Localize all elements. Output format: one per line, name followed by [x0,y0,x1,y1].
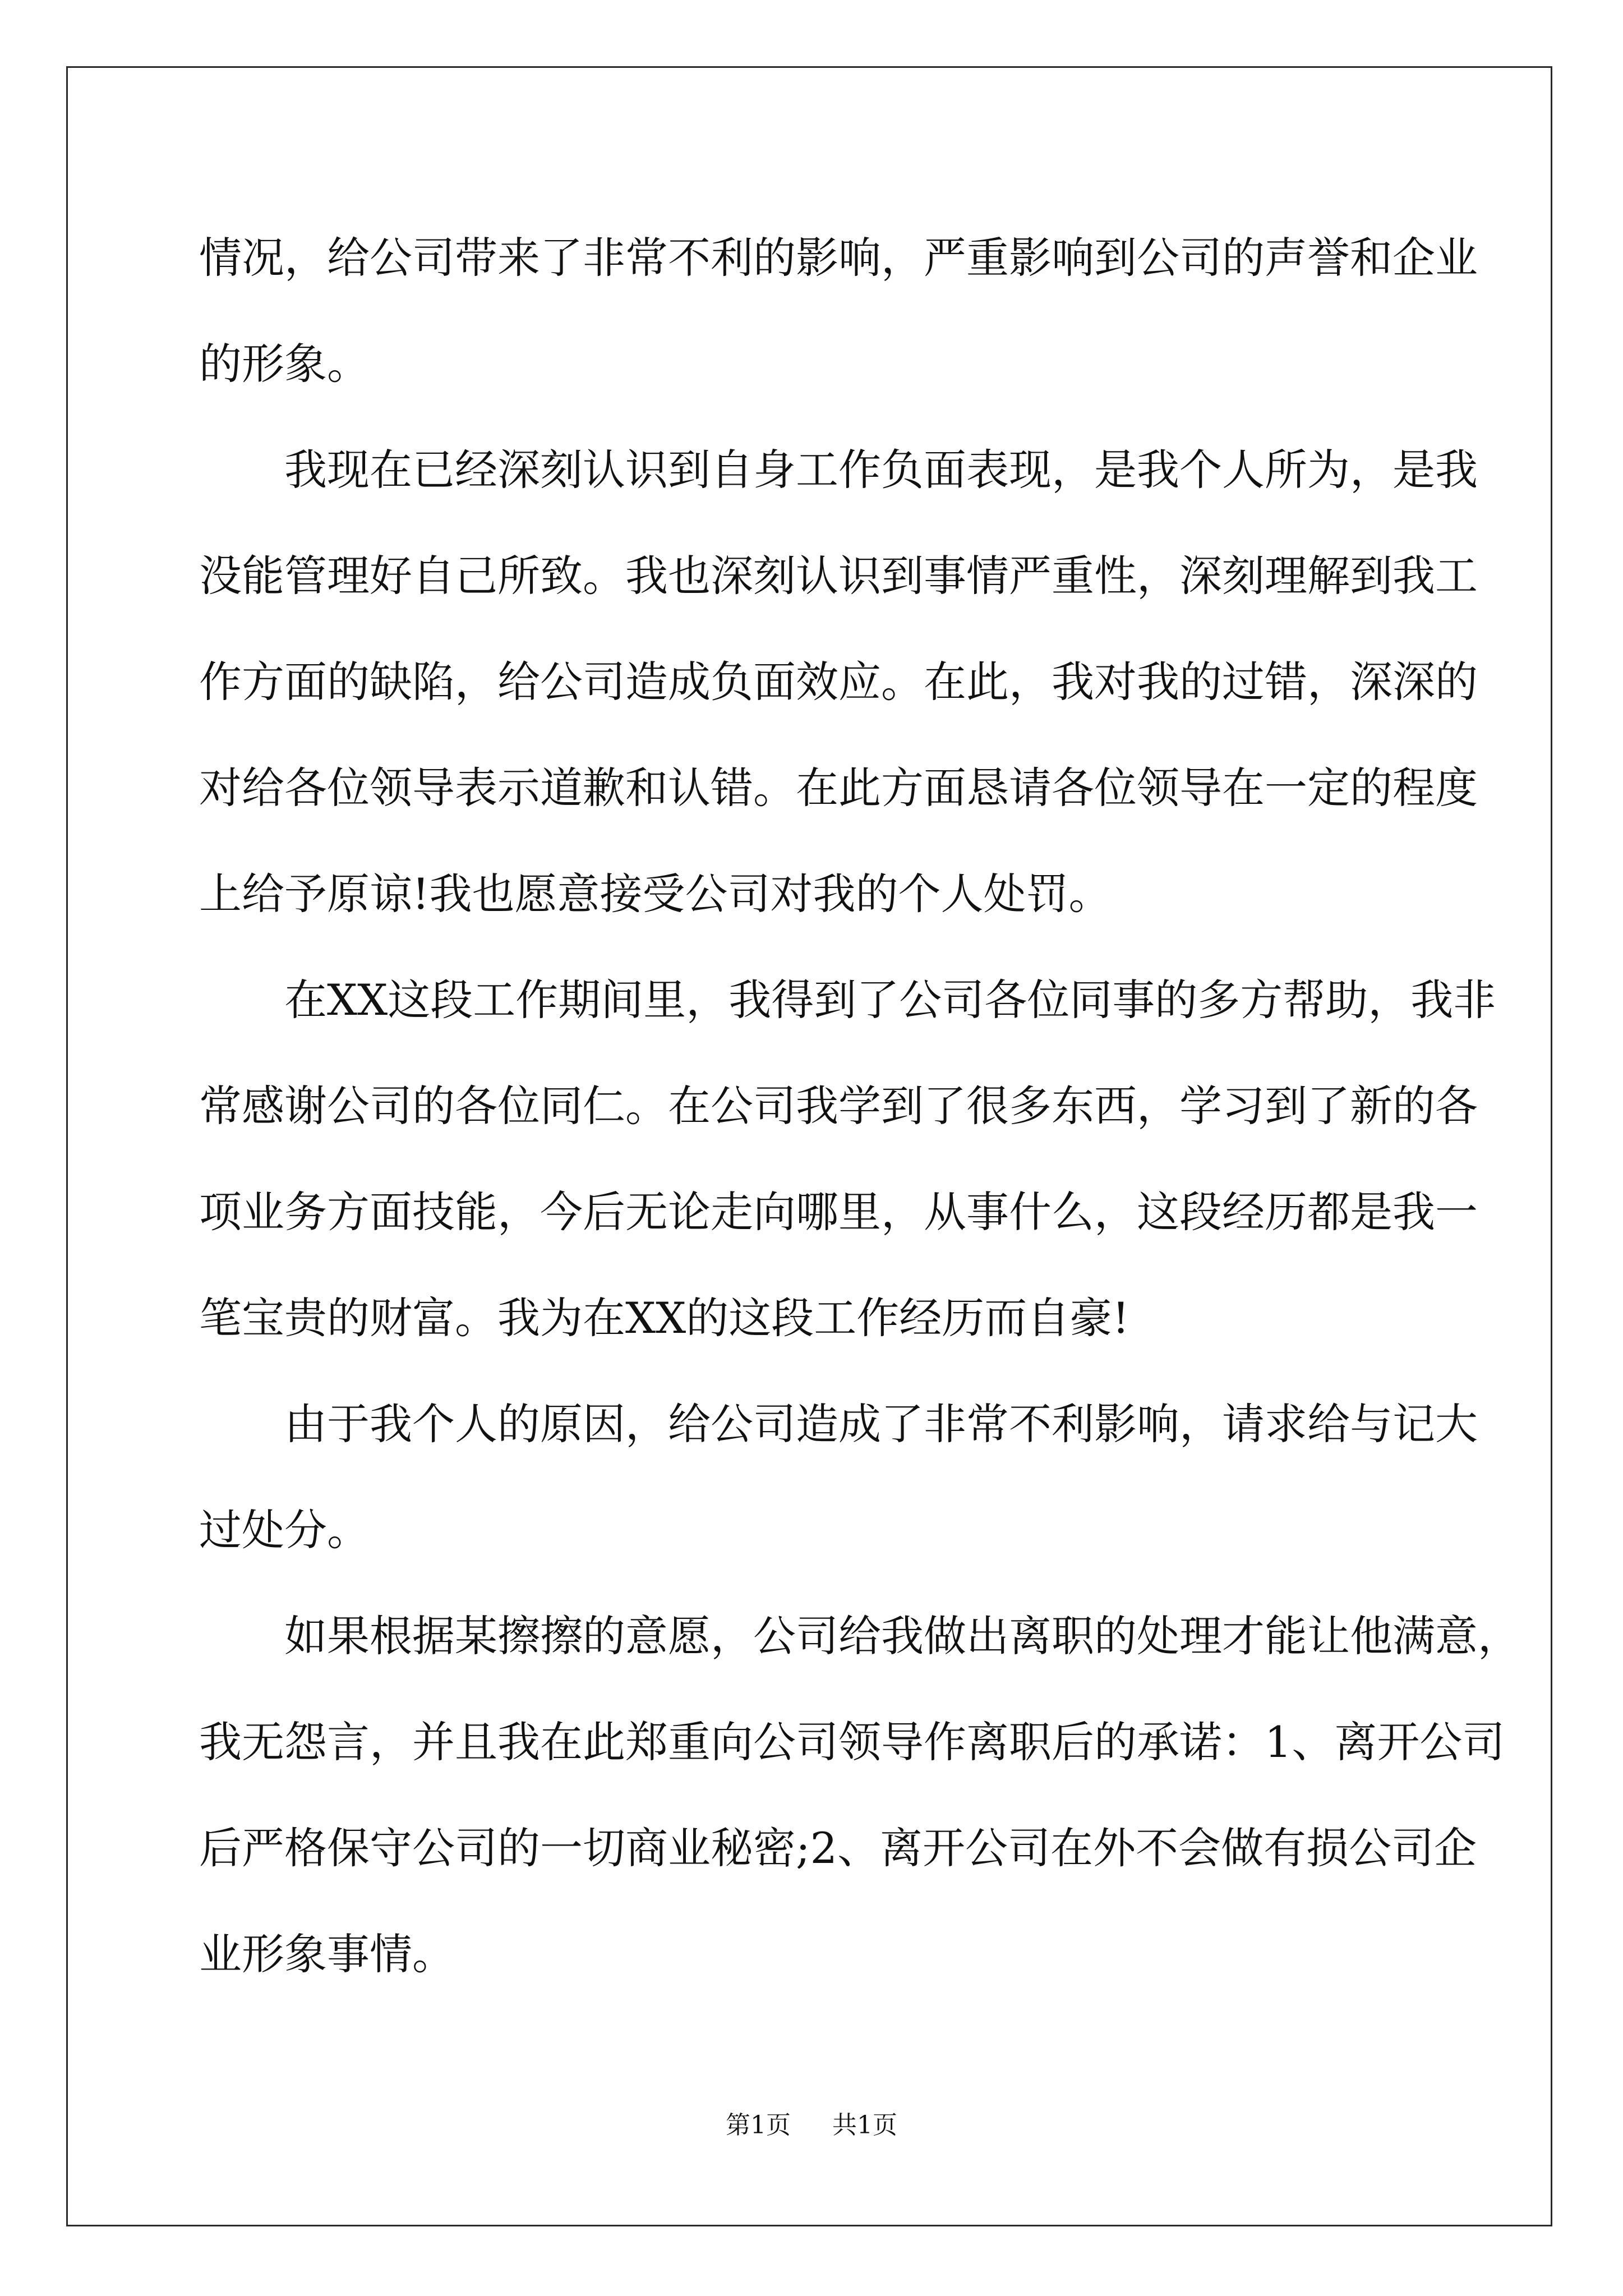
paragraph-line: 对给各位领导表示道歉和认错。在此方面恳请各位领导在一定的程度 [199,763,1478,813]
paragraph-line: 笔宝贵的财富。我为在XX的这段工作经历而自豪! [199,1293,1129,1343]
page-total: 共1页 [832,2111,897,2139]
page-footer [0,2105,1623,2141]
paragraph-line: 我无怨言，并且我在此郑重向公司领导作离职后的承诺：1、离开公司 [199,1717,1505,1767]
paragraph-line: 常感谢公司的各位同仁。在公司我学到了很多东西，学习到了新的各 [199,1081,1478,1131]
paragraph-line: 情况，给公司带来了非常不利的影响，严重影响到公司的声誉和企业 [199,233,1478,283]
paragraph-line: 我现在已经深刻认识到自身工作负面表现，是我个人所为，是我 [284,445,1478,495]
paragraph-line: 由于我个人的原因，给公司造成了非常不利影响，请求给与记大 [284,1399,1478,1449]
paragraph-line: 上给予原谅!我也愿意接受公司对我的个人处罚。 [199,869,1112,919]
paragraph-line: 在XX这段工作期间里，我得到了公司各位同事的多方帮助，我非 [284,975,1496,1025]
paragraph-line: 业形象事情。 [199,1929,455,1979]
paragraph-line: 后严格保守公司的一切商业秘密;2、离开公司在外不会做有损公司企 [199,1823,1477,1873]
paragraph-line: 没能管理好自己所致。我也深刻认识到事情严重性，深刻理解到我工 [199,551,1478,601]
paragraph-line: 过处分。 [199,1505,370,1555]
paragraph-line: 的形象。 [199,339,370,389]
paragraph-line: 作方面的缺陷，给公司造成负面效应。在此，我对我的过错，深深的 [199,657,1478,707]
document-body [199,205,1520,2007]
paragraph-line: 如果根据某擦擦的意愿，公司给我做出离职的处理才能让他满意， [284,1611,1520,1661]
paragraph-line: 项业务方面技能，今后无论走向哪里，从事什么，这段经历都是我一 [199,1187,1478,1237]
page-number: 第1页 [726,2111,791,2139]
